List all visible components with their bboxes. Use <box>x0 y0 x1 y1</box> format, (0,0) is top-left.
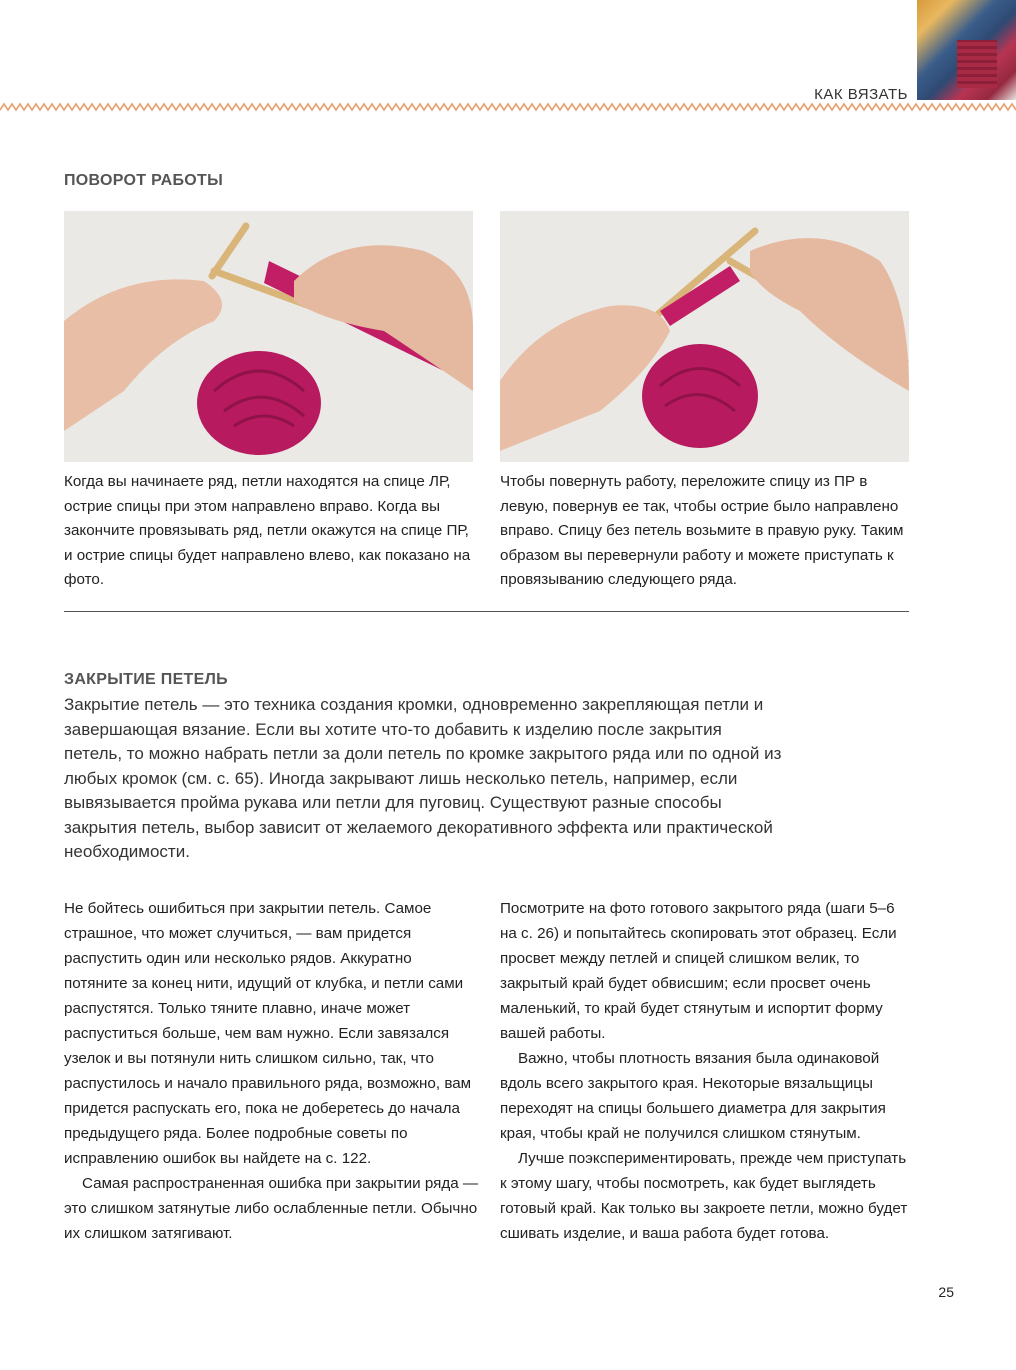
turning-heading: ПОВОРОТ РАБОТЫ <box>64 172 224 189</box>
yarn-swatches-photo <box>917 0 1016 100</box>
zigzag-divider <box>0 102 1016 112</box>
caption-left: Когда вы начинаете ряд, петли находятся на спице ЛР, острие спицы при этом направлено вправо. Когда вы закончите провязывать ряд, петли окажутся на спице ПР, и острие спицы будет направлено влево, как показано на фото. <box>64 473 471 588</box>
left-column <box>64 896 479 1246</box>
paragraph: Важно, чтобы плотность вязания была одинаковой вдоль всего закрытого края. Некоторые вязальщицы переходят на спицы большего диаметра для закрытия края, чтобы край не получился слишком стянутым. <box>500 1050 886 1142</box>
section-divider <box>64 611 909 612</box>
right-column <box>500 896 915 1246</box>
paragraph: Не бойтесь ошибиться при закрытии петель. Самое страшное, что может случиться, — вам придется распустить один или несколько рядов. Аккуратно потяните за конец нити, идущий от клубка, и петли сами распустятся. Только тяните плавно, иначе может распуститься больше, чем вам нужно. Если завязался узелок и вы потянули нить слишком сильно, так, что распустилось и начало правильного ряда, возможно, вам придется распускать его, пока не доберетесь до начала предыдущего ряда. Более подробные советы по исправлению ошибок вы найдете на с. 122. <box>64 900 472 1167</box>
binding-heading: ЗАКРЫТИЕ ПЕТЕЛЬ <box>64 671 228 688</box>
paragraph: Посмотрите на фото готового закрытого ряда (шаги 5–6 на с. 26) и попытайтесь скопировать этот образец. Если просвет между петлей и спицей слишком велик, то закрытый край будет обвисшим; если просвет очень маленький, то край будет стянутым и испортит форму вашей работы. <box>500 900 897 1042</box>
paragraph: Лучше поэкспериментировать, прежде чем приступать к этому шагу, чтобы посмотреть, как будет выглядеть готовый край. Как только вы закроете петли, можно будет сшивать изделие, и ваша работа будет готова. <box>500 1150 908 1242</box>
section-title: КАК ВЯЗАТЬ <box>814 86 908 103</box>
paragraph: Самая распространенная ошибка при закрытии ряда — это слишком затянутые либо ослабленные петли. Обычно их слишком затягивают. <box>64 1175 479 1242</box>
hands-knitting-photo-left <box>64 211 473 462</box>
page-number: 25 <box>938 1284 954 1300</box>
caption-right: Чтобы повернуть работу, переложите спицу из ПР в левую, повернув ее так, чтобы острие было направлено вправо. Спицу без петель возьмите в правую руку. Таким образом вы перевернули работу и можете приступать к провязыванию следующего ряда. <box>500 473 904 588</box>
binding-lead-paragraph: Закрытие петель — это техника создания кромки, одновременно закрепляющая петли и завершающая вязание. Если вы хотите что-то добавить к изделию после закрытия петель, то можно набрать петли за доли петель по кромке закрытого ряда или по одной из любых кромок (см. с. 65). Иногда закрывают лишь несколько петель, например, если вывязывается пройма рукава или петли для пуговиц. Существуют разные способы закрытия петель, выбор зависит от желаемого декоративного эффекта или практической необходимости. <box>64 695 782 861</box>
hands-knitting-photo-right <box>500 211 909 462</box>
